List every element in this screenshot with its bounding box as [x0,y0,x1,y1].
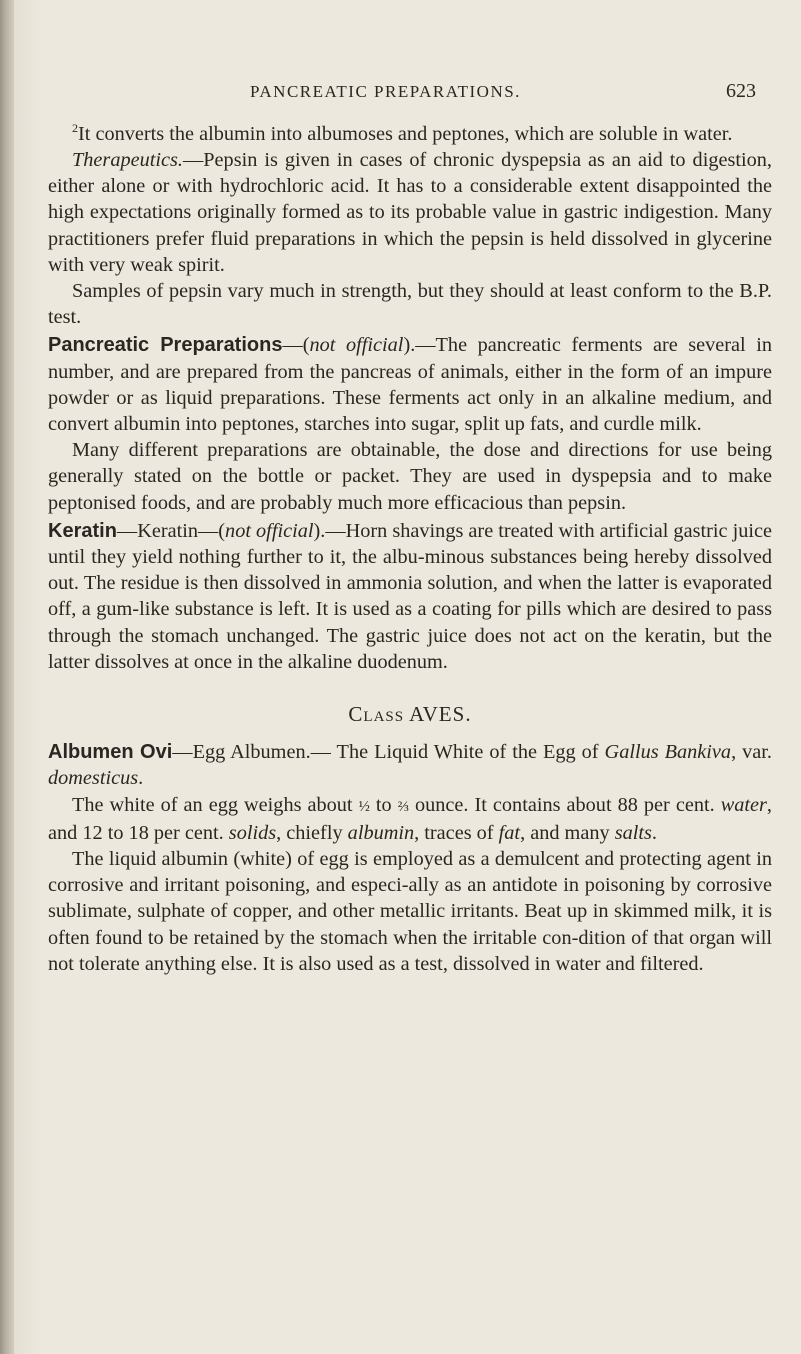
egg-text-8: . [651,821,657,844]
page-body [48,115,772,977]
footnote [48,115,772,147]
footnote-marker: 2 [72,121,78,135]
albumen-species: Gallus Bankiva [604,741,732,764]
fraction-half: ½ [358,798,370,815]
pancreatic-paragraph [48,332,772,437]
pancreatic-more-paragraph [48,437,772,516]
egg-solids: solids [228,821,277,844]
egg-water: water [720,793,767,816]
egg-text-1: The white of an egg weighs about [72,793,353,816]
egg-salts: salts [614,821,652,844]
egg-use-paragraph [48,846,772,977]
egg-text-5: , chiefly [276,821,343,844]
therapeutics-paragraph [48,147,772,278]
fraction-two-thirds: ⅔ [397,798,409,815]
egg-fat: fat [498,821,521,844]
albumen-period: . [138,767,144,790]
albumen-term: Albumen Ovi [48,741,173,764]
albumen-subtitle: —Egg Albumen.— The Liquid White of the Egg of [172,741,599,764]
keratin-paragraph [48,518,772,675]
therapeutics-text: —Pepsin is given in cases of chronic dyspepsia as an aid to digestion, either alone or with hydrochloric acid. It has to a considerable extent disappointed the high expectations originally formed as to its probable value in gastric indigestion. Many practitioners prefer fluid preparations in which the pepsin is held dissolved in glycerine with very weak spirit. [48,148,772,276]
albumen-variety: domesticus [48,767,139,790]
keratin-dash-close: ). [313,519,326,542]
running-head: PANCREATIC PREPARATIONS. [250,82,521,101]
samples-text: Samples of pepsin vary much in strength, but they should at least conform to the B.P. test. [48,279,772,329]
keratin-text: —Horn shavings are treated with artificial gastric juice until they yield nothing further to it, the albu-minous substances being hereby dissolved out. The residue is then dissolved in ammonia solution, and when the latter is evaporated off, a gum-like substance is left. It is used as a coating for pills which are desired to pass through the stomach unchanged. The gastric juice does not act on the keratin, but the latter dissolves at once in the alkaline duodenum. [48,519,772,673]
class-heading: Class AVES. [348,702,472,727]
samples-paragraph [48,278,772,330]
keratin-term: Keratin [48,519,117,542]
page-number: 623 [726,80,756,102]
egg-composition-paragraph [48,792,772,846]
pancreatic-dash-close: ). [403,334,416,357]
albumen-var-label: , var. [731,741,772,764]
egg-text-4: , and 12 to 18 per cent. [48,793,772,844]
albumen-heading [48,739,772,791]
footnote-text: It converts the albumin into albumoses and peptones, which are soluble in water. [78,122,733,145]
egg-use-text: The liquid albumin (white) of egg is employed as a demulcent and protecting agent in corrosive and irritant poisoning, and especi-ally as an antidote in poisoning by corrosive sublimate, sulphate of copper, and other metallic irritants. Beat up in skimmed milk, it is often found to be retained by the stomach when the irritable con-dition of that organ will not tolerate anything else. It is also used as a test, dissolved in water and filtered. [48,848,772,975]
pancreatic-term: Pancreatic Preparations [48,334,283,357]
egg-text-2: to [375,793,392,816]
page-header [250,82,770,106]
egg-albumin: albumin [347,821,415,844]
pancreatic-status: not official [309,334,404,357]
keratin-dash-name: —Keratin—( [116,519,226,542]
keratin-status: not official [225,519,314,542]
egg-text-6: , traces of [414,821,494,844]
egg-text-7: , and many [520,821,610,844]
pancreatic-text: —The pancreatic ferments are several in number, and are prepared from the pancreas of animals, either in the form of an impure powder or as liquid preparations. These ferments act only in an alkaline medium, and convert albumin into peptones, starches into sugar, split up fats, and curdle milk. [48,334,772,435]
egg-text-3: ounce. It contains about 88 per cent. [414,793,715,816]
pancreatic-more-text: Many different preparations are obtainable, the dose and directions for use being generally stated on the bottle or packet. They are used in dyspepsia and to make peptonised foods, and are probably much more efficacious than pepsin. [48,439,772,514]
pancreatic-dash-open: —( [282,334,310,357]
therapeutics-label: Therapeutics. [72,148,183,171]
binding-gutter [0,0,14,1354]
